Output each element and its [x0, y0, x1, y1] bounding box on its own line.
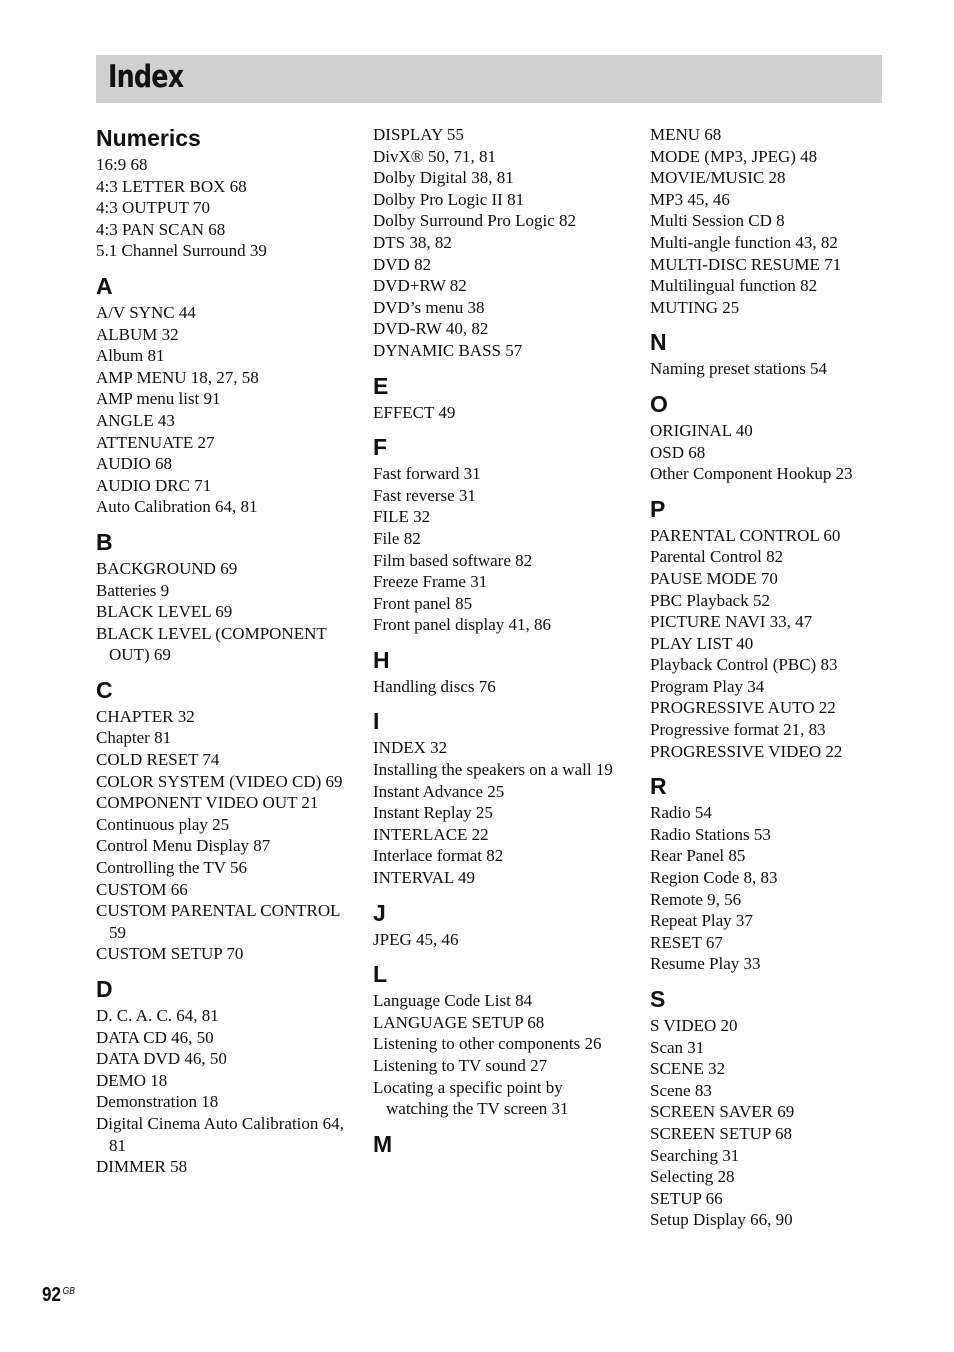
index-entry: PBC Playback 52	[650, 590, 770, 610]
index-entry: Continuous play 25	[96, 814, 230, 834]
index-entry: Rear Panel 85	[650, 846, 746, 866]
index-section	[650, 390, 900, 485]
index-entry: DVD 82	[373, 254, 432, 274]
index-entry: DEMO 18	[96, 1070, 168, 1090]
index-entry: Controlling the TV 56	[96, 858, 247, 878]
section-heading: F	[373, 434, 388, 461]
index-entry: PROGRESSIVE AUTO 22	[650, 698, 836, 718]
index-entry: PARENTAL CONTROL 60	[650, 525, 841, 545]
index-entry: Batteries 9	[96, 580, 170, 600]
index-entry: Multi Session CD 8	[650, 211, 785, 231]
index-entry: BACKGROUND 69	[96, 558, 238, 578]
index-entry: ALBUM 32	[96, 324, 179, 344]
index-section	[373, 372, 623, 424]
index-entry: Naming preset stations 54	[650, 359, 828, 379]
title-bar	[96, 55, 882, 103]
index-section	[96, 124, 346, 262]
index-entry: COMPONENT VIDEO OUT 21	[96, 793, 319, 813]
index-section	[373, 899, 623, 951]
index-entry: DVD+RW 82	[373, 276, 467, 296]
page-title: Index	[108, 59, 184, 95]
page-number-suffix: GB	[62, 1286, 75, 1297]
index-entry: MULTI-DISC RESUME 71	[650, 254, 842, 274]
index-section	[650, 328, 900, 380]
index-entry: DATA DVD 46, 50	[96, 1049, 227, 1069]
index-entry: OSD 68	[650, 442, 706, 462]
index-entry: INDEX 32	[373, 738, 448, 758]
index-section	[96, 528, 346, 666]
index-entry: Dolby Digital 38, 81	[373, 168, 514, 188]
index-column-3	[650, 124, 900, 1231]
index-entry: RESET 67	[650, 932, 723, 952]
index-entry: SCREEN SAVER 69	[650, 1102, 795, 1122]
index-entry: SCENE 32	[650, 1059, 726, 1079]
index-entry: DATA CD 46, 50	[96, 1027, 214, 1047]
index-entry: A/V SYNC 44	[96, 302, 196, 322]
index-entry: Dolby Surround Pro Logic 82	[373, 211, 577, 231]
index-section	[96, 272, 346, 518]
section-heading: N	[650, 329, 667, 356]
index-entry: Remote 9, 56	[650, 889, 742, 909]
section-heading: M	[373, 1130, 393, 1157]
index-entry: INTERLACE 22	[373, 824, 489, 844]
index-entry: 16:9 68	[96, 155, 148, 174]
index-entry: MP3 45, 46	[650, 189, 730, 209]
section-heading: P	[650, 495, 666, 522]
index-entry: S VIDEO 20	[650, 1016, 738, 1035]
index-entry: DivX® 50, 71, 81	[373, 146, 496, 166]
index-entry: Instant Replay 25	[373, 803, 493, 823]
index-entry: JPEG 45, 46	[373, 929, 459, 949]
index-entry: Auto Calibration 64, 81	[96, 497, 258, 517]
index-entry: MUTING 25	[650, 297, 740, 317]
index-entry: DVD-RW 40, 82	[373, 319, 489, 339]
index-column-1	[96, 124, 346, 1178]
index-entry: EFFECT 49	[373, 402, 456, 422]
index-entry: Region Code 8, 83	[650, 868, 778, 888]
index-entry: AUDIO 68	[96, 454, 173, 474]
index-entry: Front panel display 41, 86	[373, 615, 552, 635]
index-entry: File 82	[373, 528, 421, 548]
index-entry: CUSTOM PARENTAL CONTROL 59	[96, 901, 340, 942]
index-section	[650, 985, 900, 1231]
index-entry: Multi-angle function 43, 82	[650, 232, 838, 252]
index-entry: DIMMER 58	[96, 1157, 188, 1177]
index-entry: Program Play 34	[650, 676, 765, 696]
index-entry: PROGRESSIVE VIDEO 22	[650, 741, 843, 761]
index-entry: 4:3 PAN SCAN 68	[96, 219, 226, 239]
index-column-2	[373, 124, 623, 1160]
index-entry: Handling discs 76	[373, 676, 496, 696]
index-entry: Other Component Hookup 23	[650, 464, 853, 484]
index-section	[650, 124, 900, 318]
index-entry: Fast forward 31	[373, 464, 481, 484]
index-entry: SCREEN SETUP 68	[650, 1123, 793, 1143]
index-entry: 4:3 OUTPUT 70	[96, 198, 210, 218]
index-entry: Playback Control (PBC) 83	[650, 655, 838, 675]
index-entry: Resume Play 33	[650, 954, 761, 974]
index-entry: MENU 68	[650, 125, 722, 144]
index-entry: Listening to TV sound 27	[373, 1056, 548, 1075]
index-entry: Control Menu Display 87	[96, 836, 271, 856]
index-entry: CUSTOM 66	[96, 879, 188, 899]
section-heading: O	[650, 390, 668, 417]
index-entry: Setup Display 66, 90	[650, 1210, 793, 1230]
section-heading: J	[373, 899, 386, 926]
index-entry: ATTENUATE 27	[96, 432, 215, 452]
index-entry: Language Code List 84	[373, 991, 533, 1011]
index-entry: DYNAMIC BASS 57	[373, 340, 523, 360]
index-section	[373, 960, 623, 1120]
index-entry: Progressive format 21, 83	[650, 720, 826, 740]
index-section	[96, 975, 346, 1178]
index-entry: Radio Stations 53	[650, 824, 771, 844]
index-entry: Fast reverse 31	[373, 485, 476, 505]
index-entry: CHAPTER 32	[96, 706, 195, 726]
index-section	[373, 646, 623, 698]
index-entry: FILE 32	[373, 507, 431, 527]
index-section	[650, 772, 900, 975]
index-entry: Installing the speakers on a wall 19	[373, 760, 613, 780]
index-entry: 4:3 LETTER BOX 68	[96, 176, 247, 196]
page-number	[42, 1284, 75, 1307]
section-heading: I	[373, 708, 380, 735]
index-entry: Locating a specific point by watching the TV screen 31	[373, 1077, 569, 1119]
section-heading: H	[373, 646, 390, 673]
index-entry: Film based software 82	[373, 550, 533, 570]
index-entry: PAUSE MODE 70	[650, 568, 778, 588]
section-heading: R	[650, 773, 667, 800]
page-number-value: 92	[42, 1284, 61, 1306]
section-heading: D	[96, 976, 113, 1002]
index-entry: MODE (MP3, JPEG) 48	[650, 146, 818, 166]
index-entry: AUDIO DRC 71	[96, 475, 212, 495]
index-section	[650, 495, 900, 763]
index-entry: DISPLAY 55	[373, 125, 464, 144]
index-entry: AMP menu list 91	[96, 389, 221, 409]
index-entry: SETUP 66	[650, 1188, 723, 1208]
index-entry: DTS 38, 82	[373, 232, 452, 252]
index-entry: AMP MENU 18, 27, 58	[96, 367, 259, 387]
index-entry: Front panel 85	[373, 593, 473, 613]
index-entry: BLACK LEVEL 69	[96, 602, 233, 622]
index-section	[373, 433, 623, 636]
index-entry: INTERVAL 49	[373, 868, 476, 888]
index-section	[373, 1130, 623, 1158]
index-section	[373, 124, 623, 362]
index-entry: COLD RESET 74	[96, 750, 220, 770]
index-entry: Scene 83	[650, 1080, 712, 1100]
index-entry: D. C. A. C. 64, 81	[96, 1006, 219, 1025]
index-section	[96, 676, 346, 965]
section-heading: C	[96, 676, 113, 703]
index-entry: Album 81	[96, 346, 165, 366]
index-entry: ORIGINAL 40	[650, 420, 753, 440]
section-heading: B	[96, 528, 113, 555]
index-entry: DVD’s menu 38	[373, 297, 485, 317]
index-entry: ANGLE 43	[96, 410, 175, 430]
index-entry: Repeat Play 37	[650, 911, 753, 931]
index-entry: Freeze Frame 31	[373, 572, 488, 592]
section-heading: A	[96, 272, 113, 299]
index-entry: Dolby Pro Logic II 81	[373, 189, 525, 209]
index-entry: Searching 31	[650, 1145, 740, 1165]
index-entry: Parental Control 82	[650, 547, 784, 567]
section-heading: Numerics	[96, 125, 201, 151]
index-entry: Instant Advance 25	[373, 781, 505, 801]
index-entry: COLOR SYSTEM (VIDEO CD) 69	[96, 771, 343, 791]
index-entry: PLAY LIST 40	[650, 633, 754, 653]
index-entry: CUSTOM SETUP 70	[96, 944, 244, 964]
section-heading: S	[650, 986, 666, 1012]
index-entry: MOVIE/MUSIC 28	[650, 168, 786, 188]
index-entry: Interlace format 82	[373, 846, 504, 866]
section-heading: L	[373, 961, 388, 988]
index-entry: Selecting 28	[650, 1167, 735, 1187]
section-heading: E	[373, 372, 389, 399]
index-entry: Radio 54	[650, 803, 712, 823]
index-entry: Multilingual function 82	[650, 276, 818, 296]
index-entry: 5.1 Channel Surround 39	[96, 241, 267, 261]
index-entry: Chapter 81	[96, 728, 172, 748]
index-entry: Digital Cinema Auto Calibration 64, 81	[96, 1113, 344, 1155]
index-entry: Scan 31	[650, 1037, 705, 1057]
index-entry: Demonstration 18	[96, 1092, 219, 1112]
index-entry: BLACK LEVEL (COMPONENT OUT) 69	[96, 623, 327, 665]
index-entry: PICTURE NAVI 33, 47	[650, 612, 813, 632]
index-section	[373, 707, 623, 888]
index-entry: Listening to other components 26	[373, 1034, 602, 1054]
index-entry: LANGUAGE SETUP 68	[373, 1012, 545, 1032]
